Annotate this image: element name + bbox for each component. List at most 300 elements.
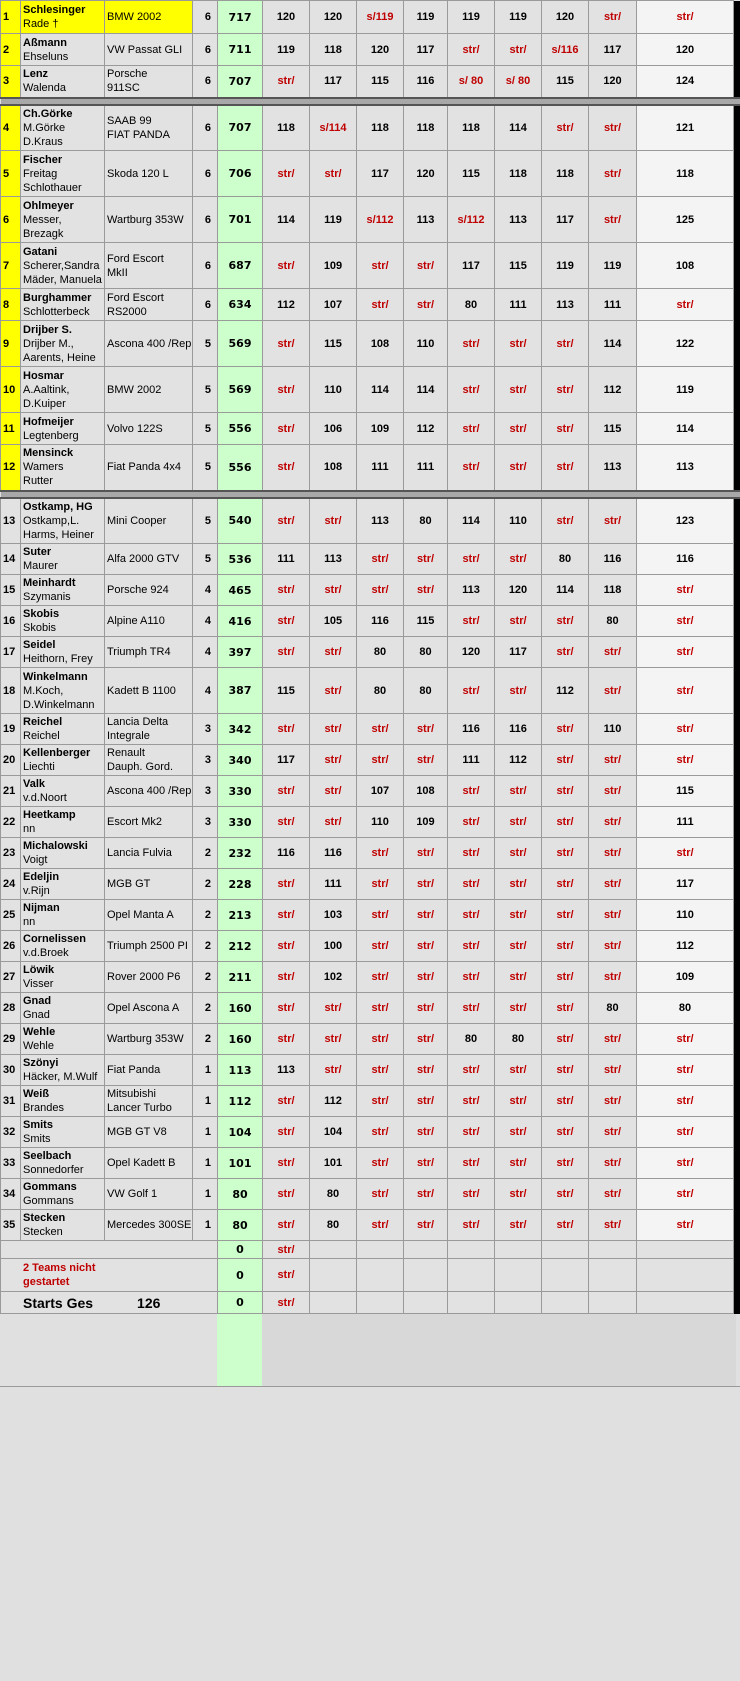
- rank-cell: 7: [1, 243, 21, 289]
- event-score: str/: [263, 962, 310, 993]
- final-event-score: 112: [637, 931, 734, 962]
- total-points: 569: [218, 321, 263, 367]
- event-score: 111: [357, 445, 404, 491]
- blank-label: [1, 1241, 218, 1259]
- car-cell: [105, 367, 193, 413]
- event-score: 111: [404, 445, 448, 491]
- event-score: str/: [495, 1148, 542, 1179]
- total-points: 540: [218, 498, 263, 544]
- table-row: [1, 413, 740, 445]
- right-border: [734, 197, 740, 243]
- event-score: 113: [357, 498, 404, 544]
- driver-name: Skobis: [23, 608, 60, 620]
- car-name: Skoda 120 L: [107, 167, 169, 180]
- event-score: str/: [495, 413, 542, 445]
- empty-cell: [637, 1259, 734, 1292]
- car-cell: [105, 289, 193, 321]
- event-score: str/: [404, 575, 448, 606]
- final-event-score: 116: [637, 544, 734, 575]
- event-score: str/: [448, 993, 495, 1024]
- event-score: str/: [310, 714, 357, 745]
- driver-name: Meinhardt: [23, 577, 76, 589]
- event-score: str/: [357, 714, 404, 745]
- event-score: str/: [404, 289, 448, 321]
- crew-cell: [21, 1055, 105, 1086]
- event-score: str/: [448, 869, 495, 900]
- event-score: str/: [448, 668, 495, 714]
- final-event-score: 108: [637, 243, 734, 289]
- event-score: 100: [310, 931, 357, 962]
- event-score: str/: [589, 931, 637, 962]
- crew-cell: [21, 714, 105, 745]
- event-score: str/: [448, 413, 495, 445]
- empty-cell: [448, 1292, 495, 1314]
- co-driver-name: nn: [23, 823, 36, 835]
- event-score: 110: [404, 321, 448, 367]
- co-driver-name: Wamers: [23, 461, 64, 474]
- event-score: str/: [495, 544, 542, 575]
- right-border: [734, 807, 740, 838]
- event-score: str/: [589, 838, 637, 869]
- rank-cell: 8: [1, 289, 21, 321]
- event-score: str/: [310, 1055, 357, 1086]
- table-row: [1, 776, 740, 807]
- table-row: [1, 544, 740, 575]
- final-event-score: 80: [637, 993, 734, 1024]
- co-driver-name: Legtenberg: [23, 429, 79, 442]
- total-points: 160: [218, 993, 263, 1024]
- empty-cell: [589, 1259, 637, 1292]
- empty-cell: [448, 1241, 495, 1259]
- crew-cell: [21, 413, 105, 445]
- event-score: str/: [310, 807, 357, 838]
- final-event-score: str/: [637, 1055, 734, 1086]
- table-row: [1, 838, 740, 869]
- right-border: [734, 1210, 740, 1241]
- starts-count: 6: [193, 243, 218, 289]
- empty-cell: [448, 1259, 495, 1292]
- final-event-score: str/: [637, 1024, 734, 1055]
- event-score: str/: [542, 776, 589, 807]
- starts-total-cell: [1, 1292, 218, 1314]
- rank-cell: 18: [1, 668, 21, 714]
- event-score: str/: [589, 776, 637, 807]
- final-event-score: str/: [637, 745, 734, 776]
- event-score: 120: [404, 151, 448, 197]
- event-score: str/: [495, 1086, 542, 1117]
- driver-name: Winkelmann: [23, 670, 88, 683]
- car-name: Renault: [107, 747, 145, 759]
- rank-cell: 25: [1, 900, 21, 931]
- event-score: str/: [404, 1086, 448, 1117]
- car-name: Fiat Panda 4x4: [107, 461, 181, 474]
- rank-cell: 4: [1, 105, 21, 151]
- table-row: [1, 367, 740, 413]
- car-cell: [105, 321, 193, 367]
- event-score: str/: [589, 637, 637, 668]
- starts-count: 3: [193, 714, 218, 745]
- starts-count: 4: [193, 606, 218, 637]
- right-border: [734, 1, 740, 34]
- final-event-score: 115: [637, 776, 734, 807]
- footer-blank-row: [1, 1241, 740, 1259]
- event-score: str/: [542, 1055, 589, 1086]
- event-score: str/: [263, 900, 310, 931]
- right-border: [734, 498, 740, 544]
- driver-name: Smits: [23, 1119, 53, 1131]
- empty-cell: [495, 1292, 542, 1314]
- event-score: str/: [542, 962, 589, 993]
- crew-cell: [21, 66, 105, 98]
- car-name: Ascona 400 /Rep: [107, 337, 192, 350]
- table-row: [1, 993, 740, 1024]
- event-score: str/: [495, 962, 542, 993]
- crew-cell: [21, 321, 105, 367]
- event-score: 117: [310, 66, 357, 98]
- event-score: 113: [310, 544, 357, 575]
- empty-cell: [357, 1292, 404, 1314]
- co-driver-name: Walenda: [23, 82, 67, 95]
- table-row: [1, 1117, 740, 1148]
- car-name: Porsche: [107, 68, 148, 81]
- event-score: 112: [495, 745, 542, 776]
- co-driver-name: Voigt: [23, 854, 48, 866]
- total-points: 0: [218, 1241, 263, 1259]
- co-driver-name: Aarents, Heine: [23, 351, 96, 364]
- right-border: [734, 1117, 740, 1148]
- event-score: 80: [404, 498, 448, 544]
- co-driver-name: Wehle: [23, 1040, 54, 1052]
- event-score: 117: [263, 745, 310, 776]
- empty-cell: [404, 1292, 448, 1314]
- event-score: 119: [495, 1, 542, 34]
- event-score: str/: [542, 714, 589, 745]
- car-name: Opel Kadett B: [107, 1157, 176, 1169]
- crew-cell: [21, 289, 105, 321]
- table-row: [1, 962, 740, 993]
- car-name: Porsche 924: [107, 584, 169, 596]
- event-score: str/: [357, 993, 404, 1024]
- co-driver-name: v.d.Broek: [23, 947, 69, 959]
- event-score: 80: [357, 637, 404, 668]
- event-score: str/: [542, 413, 589, 445]
- event-score: str/: [542, 1210, 589, 1241]
- event-score: str/: [495, 34, 542, 66]
- starts-total-label: [1, 1295, 217, 1311]
- event-score: 80: [542, 544, 589, 575]
- right-border: [734, 637, 740, 668]
- table-row: [1, 1, 740, 34]
- starts-count: 3: [193, 807, 218, 838]
- event-score: str/: [404, 869, 448, 900]
- event-score: 111: [310, 869, 357, 900]
- co-driver-name: nn: [23, 916, 36, 928]
- event-score: str/: [263, 776, 310, 807]
- right-border: [734, 745, 740, 776]
- driver-name: Cornelissen: [23, 933, 86, 945]
- event-score: 116: [589, 544, 637, 575]
- event-score: 107: [310, 289, 357, 321]
- final-event-score: str/: [637, 714, 734, 745]
- event-score: 116: [310, 838, 357, 869]
- event-score: str/: [589, 869, 637, 900]
- starts-count: 3: [193, 776, 218, 807]
- driver-name: Michalowski: [23, 840, 88, 852]
- event-score: 108: [404, 776, 448, 807]
- event-score: str/: [448, 1148, 495, 1179]
- event-score: 114: [404, 367, 448, 413]
- final-event-score: 125: [637, 197, 734, 243]
- rank-cell: 26: [1, 931, 21, 962]
- right-border: [734, 1086, 740, 1117]
- crew-cell: [21, 838, 105, 869]
- crew-cell: [21, 962, 105, 993]
- event-score: str/: [495, 321, 542, 367]
- event-score: str/: [495, 1210, 542, 1241]
- crew-cell: [21, 606, 105, 637]
- event-score: 118: [310, 34, 357, 66]
- final-event-score: str/: [637, 1179, 734, 1210]
- right-border: [734, 243, 740, 289]
- table-row: [1, 900, 740, 931]
- starts-count: 2: [193, 993, 218, 1024]
- rank-cell: 1: [1, 1, 21, 34]
- right-border: [734, 1259, 740, 1292]
- driver-name: Wehle: [23, 1026, 56, 1038]
- car-name: Dauph. Gord.: [107, 761, 174, 773]
- total-points: 112: [218, 1086, 263, 1117]
- car-name: Alpine A110: [107, 615, 165, 627]
- event-score: str/: [542, 993, 589, 1024]
- event-score: str/: [542, 498, 589, 544]
- empty-cell: [542, 1292, 589, 1314]
- car-name: Mini Cooper: [107, 514, 167, 527]
- empty-cell: [357, 1259, 404, 1292]
- event-score: str/: [263, 1179, 310, 1210]
- event-score: s/112: [448, 197, 495, 243]
- event-score: str/: [404, 993, 448, 1024]
- table-row: [1, 1055, 740, 1086]
- crew-cell: [21, 544, 105, 575]
- event-score: str/: [542, 931, 589, 962]
- driver-name: Hofmeijer: [23, 415, 74, 428]
- event-score: str/: [542, 105, 589, 151]
- driver-name: Hosmar: [23, 369, 64, 382]
- rank-cell: 28: [1, 993, 21, 1024]
- rank-cell: 27: [1, 962, 21, 993]
- crew-cell: [21, 445, 105, 491]
- event-score: 120: [589, 66, 637, 98]
- event-score: 110: [589, 714, 637, 745]
- total-points: 113: [218, 1055, 263, 1086]
- event-score: str/: [589, 1148, 637, 1179]
- rank-cell: 2: [1, 34, 21, 66]
- event-score: 119: [310, 197, 357, 243]
- event-score: str/: [589, 1055, 637, 1086]
- event-score: 118: [263, 105, 310, 151]
- event-score: str/: [263, 1259, 310, 1292]
- event-score: str/: [404, 243, 448, 289]
- total-points: 397: [218, 637, 263, 668]
- co-driver-name: Schlothauer: [23, 181, 82, 194]
- crew-cell: [21, 243, 105, 289]
- total-points: 416: [218, 606, 263, 637]
- right-border: [734, 367, 740, 413]
- table-row: [1, 1179, 740, 1210]
- event-score: 119: [589, 243, 637, 289]
- event-score: str/: [495, 367, 542, 413]
- final-event-score: str/: [637, 1210, 734, 1241]
- co-driver-name: Ehseluns: [23, 50, 69, 63]
- rank-cell: 32: [1, 1117, 21, 1148]
- total-points: 0: [218, 1292, 263, 1314]
- right-border: [734, 606, 740, 637]
- starts-count: 3: [193, 745, 218, 776]
- co-driver-name: Visser: [23, 978, 54, 990]
- empty-cell: [542, 1259, 589, 1292]
- event-score: 80: [357, 668, 404, 714]
- starts-count: 6: [193, 1, 218, 34]
- event-score: 116: [448, 714, 495, 745]
- event-score: 120: [448, 637, 495, 668]
- event-score: str/: [542, 900, 589, 931]
- event-score: 116: [404, 66, 448, 98]
- event-score: str/: [357, 1148, 404, 1179]
- car-cell: [105, 66, 193, 98]
- starts-count: 6: [193, 289, 218, 321]
- total-points: 0: [218, 1259, 263, 1292]
- car-cell: [105, 151, 193, 197]
- driver-name: Aßmann: [23, 36, 67, 49]
- event-score: str/: [589, 668, 637, 714]
- event-score: str/: [495, 869, 542, 900]
- crew-cell: [21, 745, 105, 776]
- co-driver-name: Messer,: [23, 213, 62, 226]
- co-driver-name: Gommans: [23, 1195, 74, 1207]
- driver-name: Burghammer: [23, 291, 92, 304]
- starts-label: Starts Ges: [23, 1294, 94, 1311]
- driver-name: Kellenberger: [23, 747, 91, 759]
- event-score: str/: [589, 962, 637, 993]
- event-score: 117: [357, 151, 404, 197]
- right-border: [734, 1148, 740, 1179]
- event-score: 120: [357, 34, 404, 66]
- driver-name: Seidel: [23, 639, 56, 651]
- car-cell: [105, 993, 193, 1024]
- event-score: str/: [310, 151, 357, 197]
- table-row: [1, 668, 740, 714]
- event-score: s/ 80: [495, 66, 542, 98]
- car-name: MGB GT V8: [107, 1126, 167, 1138]
- car-cell: [105, 34, 193, 66]
- total-points: 701: [218, 197, 263, 243]
- total-points: 634: [218, 289, 263, 321]
- event-score: 80: [404, 637, 448, 668]
- final-event-score: str/: [637, 1, 734, 34]
- starts-count: 5: [193, 321, 218, 367]
- crew-cell: [21, 1210, 105, 1241]
- empty-cell: [637, 1241, 734, 1259]
- car-cell: [105, 243, 193, 289]
- event-score: str/: [542, 445, 589, 491]
- total-column-extension: [217, 1314, 262, 1386]
- car-name: Wartburg 353W: [107, 213, 184, 226]
- event-score: str/: [448, 321, 495, 367]
- crew-cell: [21, 668, 105, 714]
- car-cell: [105, 776, 193, 807]
- event-score: str/: [263, 1086, 310, 1117]
- starts-count: 6: [193, 151, 218, 197]
- event-score: s/116: [542, 34, 589, 66]
- event-score: 112: [263, 289, 310, 321]
- crew-cell: [21, 1086, 105, 1117]
- event-score: str/: [263, 869, 310, 900]
- co-driver-name: Häcker, M.Wulf: [23, 1071, 98, 1083]
- event-score: str/: [495, 1179, 542, 1210]
- rank-cell: 5: [1, 151, 21, 197]
- table-row: [1, 869, 740, 900]
- car-name: BMW 2002: [107, 11, 162, 23]
- final-event-score: 109: [637, 962, 734, 993]
- event-score: 113: [542, 289, 589, 321]
- event-score: 118: [404, 105, 448, 151]
- event-score: str/: [448, 1210, 495, 1241]
- starts-count: 5: [193, 445, 218, 491]
- event-score: str/: [404, 745, 448, 776]
- table-row: [1, 498, 740, 544]
- event-score: 115: [542, 66, 589, 98]
- driver-name: Ostkamp, HG: [23, 500, 93, 513]
- final-event-score: str/: [637, 668, 734, 714]
- co-driver-name: v.Rijn: [23, 885, 50, 897]
- event-score: str/: [542, 367, 589, 413]
- group-separator: [1, 491, 740, 498]
- crew-cell: [21, 776, 105, 807]
- car-cell: [105, 1055, 193, 1086]
- empty-cell: [495, 1259, 542, 1292]
- event-score: str/: [589, 151, 637, 197]
- event-score: 114: [542, 575, 589, 606]
- crew-cell: [21, 1179, 105, 1210]
- event-score: str/: [495, 776, 542, 807]
- car-cell: [105, 869, 193, 900]
- car-name: Rover 2000 P6: [107, 971, 181, 983]
- starts-count: 2: [193, 962, 218, 993]
- car-cell: [105, 498, 193, 544]
- car-name: MkII: [107, 266, 128, 279]
- right-border: [734, 66, 740, 98]
- event-score: 116: [357, 606, 404, 637]
- event-score: str/: [310, 668, 357, 714]
- event-score: 117: [448, 243, 495, 289]
- event-score: str/: [542, 1086, 589, 1117]
- final-event-score: str/: [637, 575, 734, 606]
- car-cell: [105, 714, 193, 745]
- car-cell: [105, 1086, 193, 1117]
- event-score: str/: [357, 1086, 404, 1117]
- event-score: 111: [448, 745, 495, 776]
- event-score: 80: [589, 993, 637, 1024]
- event-score: str/: [263, 807, 310, 838]
- event-score: 108: [357, 321, 404, 367]
- total-points: 536: [218, 544, 263, 575]
- empty-cell: [637, 1292, 734, 1314]
- table-row: [1, 1024, 740, 1055]
- event-score: 104: [310, 1117, 357, 1148]
- starts-count: 5: [193, 498, 218, 544]
- crew-cell: [21, 1117, 105, 1148]
- event-score: str/: [589, 105, 637, 151]
